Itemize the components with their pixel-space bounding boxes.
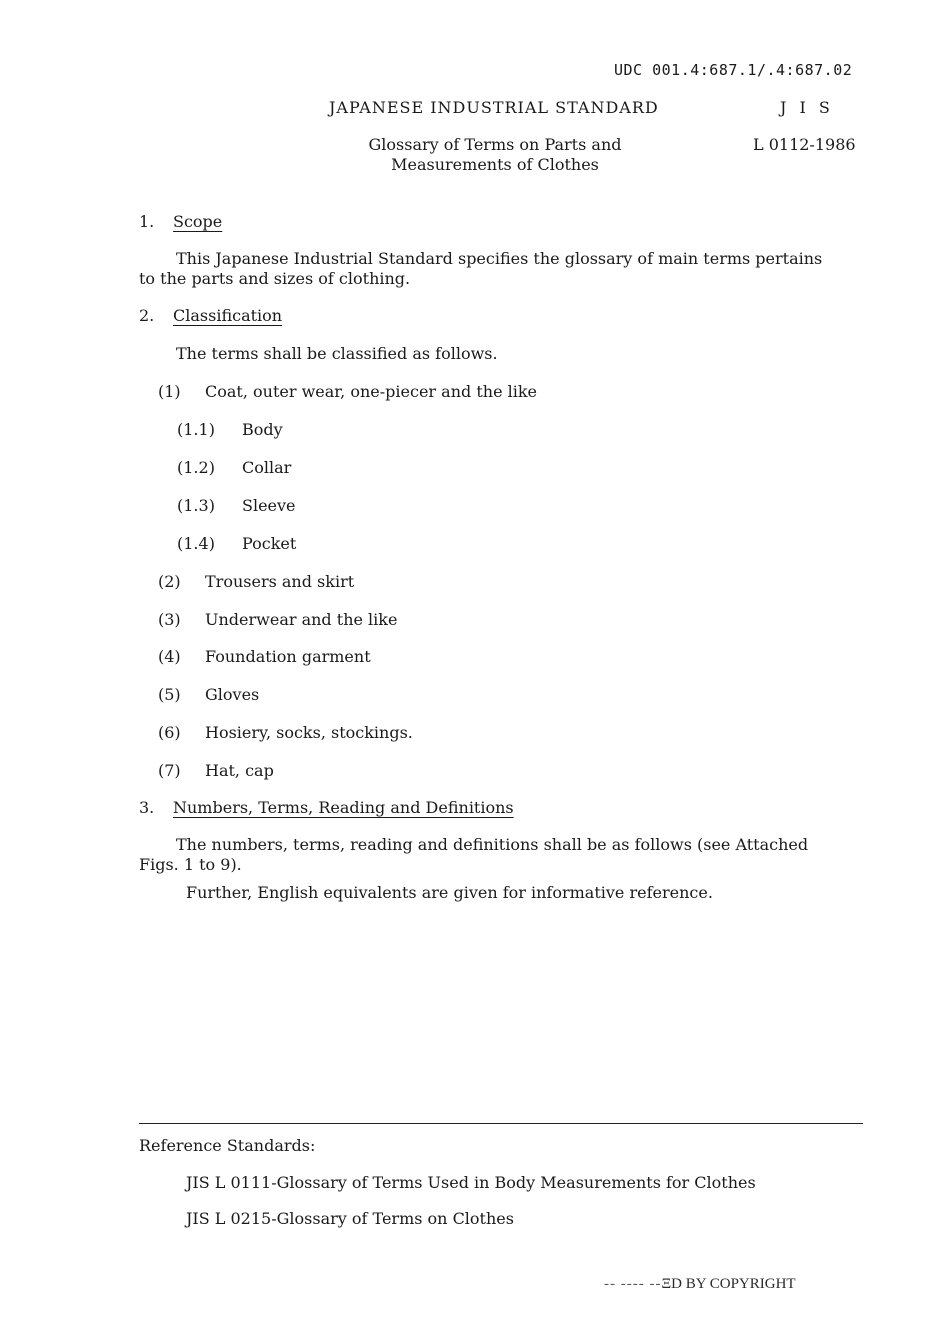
section-number: 3. bbox=[139, 798, 155, 817]
list-item: (7) Hat, cap bbox=[158, 761, 274, 780]
list-item: (1.2) Collar bbox=[177, 458, 292, 477]
section-definitions-heading bbox=[139, 798, 514, 817]
scope-text: This Japanese Industrial Standard specifies the glossary of main terms pertains to the parts and sizes of clothing. bbox=[139, 249, 823, 288]
definitions-note: Further, English equivalents are given for informative reference. bbox=[186, 883, 713, 902]
udc-code: UDC 001.4:687.1/.4:687.02 bbox=[614, 61, 853, 79]
footnote-divider bbox=[139, 1123, 863, 1124]
classification-intro: The terms shall be classified as follows. bbox=[176, 344, 498, 363]
list-item: (4) Foundation garment bbox=[158, 647, 371, 666]
section-number: 1. bbox=[139, 212, 155, 231]
list-item: (3) Underwear and the like bbox=[158, 610, 398, 629]
section-title: Scope bbox=[173, 212, 223, 231]
reference-item: JIS L 0111-Glossary of Terms Used in Body Measurements for Clothes bbox=[186, 1173, 756, 1192]
list-item: (1) Coat, outer wear, one-piecer and the like bbox=[158, 382, 538, 401]
copyright-stamp: -- ---- --ΞD BY COPYRIGHT bbox=[604, 1276, 796, 1292]
list-item: (1.1) Body bbox=[177, 420, 283, 439]
reference-item: JIS L 0215-Glossary of Terms on Clothes bbox=[186, 1209, 514, 1228]
standard-title: JAPANESE INDUSTRIAL STANDARD bbox=[329, 98, 659, 117]
list-item: (5) Gloves bbox=[158, 685, 260, 704]
reference-heading: Reference Standards: bbox=[139, 1136, 316, 1155]
document-number: L 0112-1986 bbox=[753, 135, 856, 154]
list-item: (1.3) Sleeve bbox=[177, 496, 296, 515]
section-number: 2. bbox=[139, 306, 155, 325]
section-title: Classification bbox=[173, 306, 283, 325]
section-title: Numbers, Terms, Reading and Definitions bbox=[173, 798, 514, 817]
list-item: (2) Trousers and skirt bbox=[158, 572, 355, 591]
jis-mark: J I S bbox=[780, 98, 834, 117]
list-item: (1.4) Pocket bbox=[177, 534, 297, 553]
section-classification-heading bbox=[139, 306, 282, 325]
section-scope-heading bbox=[139, 212, 222, 231]
document-title: Glossary of Terms on Parts and Measurements of Clothes bbox=[368, 135, 622, 174]
list-item: (6) Hosiery, socks, stockings. bbox=[158, 723, 413, 742]
definitions-text: The numbers, terms, reading and definitions shall be as follows (see Attached Figs. 1 to 9). bbox=[139, 835, 809, 874]
